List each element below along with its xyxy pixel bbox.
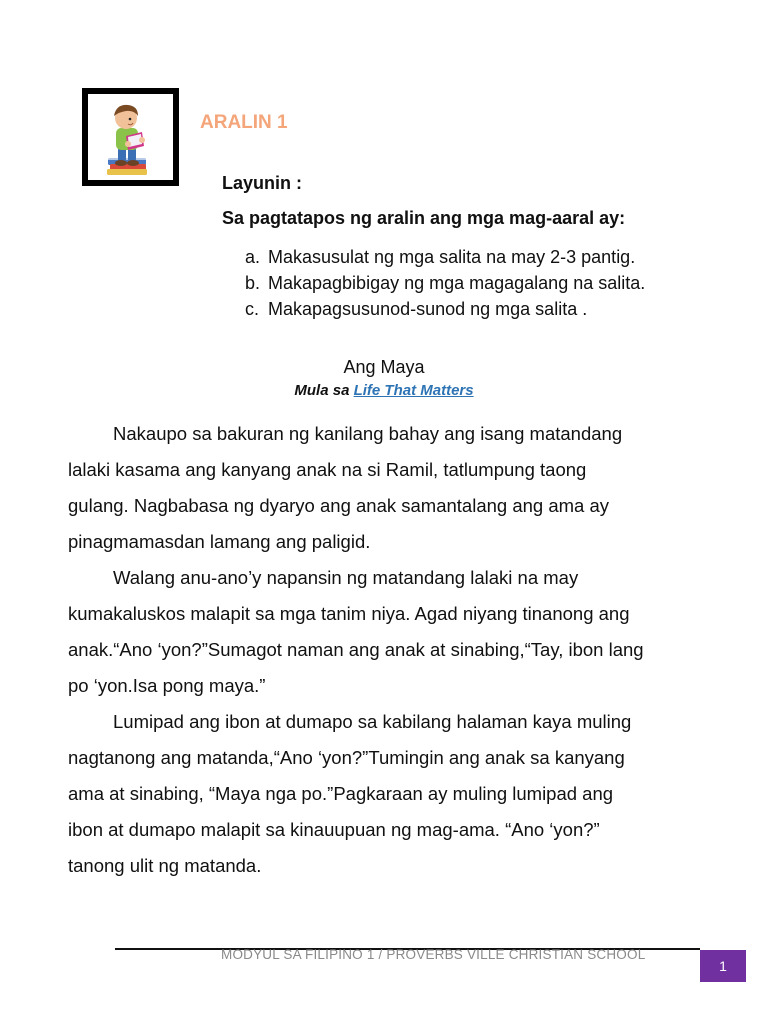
objective-item: [245, 270, 645, 296]
story-line: nagtanong ang matanda,“Ano ‘yon?”Tumingin ang anak sa kanyang: [68, 747, 625, 768]
story-source: [0, 382, 768, 399]
source-label: Mula sa: [294, 382, 350, 399]
story-body: [68, 416, 708, 884]
objectives-title: Layunin :: [222, 173, 302, 193]
story-line: Nakaupo sa bakuran ng kanilang bahay ang isang matandang: [113, 423, 623, 444]
story-line: kumakaluskos malapit sa mga tanim niya. Agad niyang tinanong ang: [68, 603, 630, 624]
page-number: 1: [719, 958, 727, 974]
story-line: Lumipad ang ibon at dumapo sa kabilang halaman kaya muling: [113, 711, 632, 732]
objective-marker: b.: [245, 273, 261, 293]
source-link[interactable]: Life That Matters: [353, 382, 474, 399]
objective-text: Makapagsusunod-sunod ng mga salita .: [268, 299, 588, 319]
story-line: lalaki kasama ang kanyang anak na si Ramil, tatlumpung taong: [68, 459, 587, 480]
story-line: pinagmamasdan lamang ang paligid.: [68, 531, 371, 552]
objective-marker: a.: [245, 247, 261, 267]
objectives-list: [245, 244, 645, 322]
reading-boy-illustration: [82, 88, 179, 186]
story-title: Ang Maya: [343, 357, 425, 377]
story-line: ibon at dumapo malapit sa kinauupuan ng mag-ama. “Ano ‘yon?”: [68, 819, 600, 840]
objective-text: Makasusulat ng mga salita na may 2-3 pantig.: [268, 247, 636, 267]
objective-marker: c.: [245, 299, 260, 319]
story-line: po ‘yon.Isa pong maya.”: [68, 675, 266, 696]
objective-item: [245, 244, 645, 270]
story-line: gulang. Nagbabasa ng dyaryo ang anak samantalang ang ama ay: [68, 495, 609, 516]
story-line: Walang anu-ano’y napansin ng matandang lalaki na may: [113, 567, 579, 588]
footer-text: MODYUL SA FILIPINO 1 / PROVERBS VILLE CHRISTIAN SCHOOL: [221, 947, 646, 962]
lesson-label: ARALIN 1: [200, 112, 288, 133]
page-number-badge: [700, 950, 746, 982]
objectives-lead: Sa pagtatapos ng aralin ang mga mag-aaral ay:: [222, 208, 626, 228]
objective-item: [245, 296, 645, 322]
story-line: ama at sinabing, “Maya nga po.”Pagkaraan ay muling lumipad ang: [68, 783, 614, 804]
story-line: tanong ulit ng matanda.: [68, 855, 262, 876]
objective-text: Makapagbibigay ng mga magagalang na salita.: [268, 273, 646, 293]
boy-reading-on-books-icon: [88, 94, 173, 180]
story-line: anak.“Ano ‘yon?”Sumagot naman ang anak at sinabing,“Tay, ibon lang: [68, 639, 644, 660]
